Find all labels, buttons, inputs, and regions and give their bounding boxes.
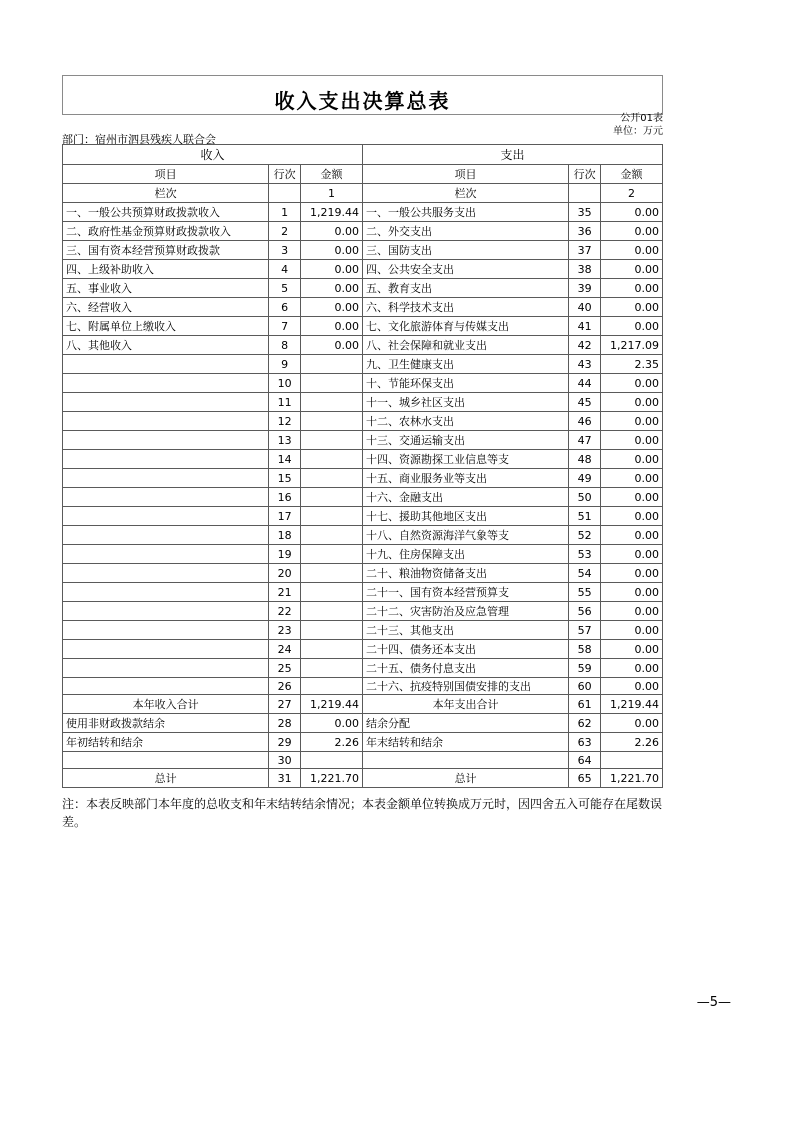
- expenditure-amount-cell: 0.00: [601, 393, 663, 412]
- expenditure-amount-cell: 0.00: [601, 241, 663, 260]
- income-row-cell: 13: [269, 431, 301, 450]
- table-row: [63, 526, 663, 545]
- income-item-cell: [63, 412, 269, 431]
- expenditure-item-cell: 四、公共安全支出: [362, 260, 568, 279]
- expenditure-item-cell: 二十六、抗疫特别国债安排的支出: [362, 678, 568, 695]
- income-row-cell: 11: [269, 393, 301, 412]
- expenditure-item-cell: 五、教育支出: [362, 279, 568, 298]
- expenditure-row-cell: 58: [569, 640, 601, 659]
- expenditure-row-cell: 46: [569, 412, 601, 431]
- income-row-cell: 8: [269, 336, 301, 355]
- summary-expenditure-item-cell: 总计: [362, 769, 568, 788]
- expenditure-item-cell: 二十四、债务还本支出: [362, 640, 568, 659]
- income-amount-cell: [301, 469, 363, 488]
- summary-income-row-cell: 28: [269, 714, 301, 733]
- expenditure-amount-cell: 0.00: [601, 507, 663, 526]
- expenditure-amount-cell: 0.00: [601, 412, 663, 431]
- summary-income-amount-cell: 2.26: [301, 733, 363, 752]
- summary-income-item-cell: 本年收入合计: [63, 695, 269, 714]
- summary-expenditure-row-cell: 62: [569, 714, 601, 733]
- expenditure-item-cell: 二十三、其他支出: [362, 621, 568, 640]
- subheader-income-blank: [269, 184, 301, 203]
- unit-label: 单位：万元: [613, 126, 663, 137]
- expenditure-amount-cell: 0.00: [601, 298, 663, 317]
- summary-expenditure-item-cell: 结余分配: [362, 714, 568, 733]
- table-row: [63, 621, 663, 640]
- expenditure-row-cell: 48: [569, 450, 601, 469]
- income-item-cell: [63, 450, 269, 469]
- income-amount-cell: 0.00: [301, 336, 363, 355]
- table-row: [63, 222, 663, 241]
- table-row: [63, 450, 663, 469]
- expenditure-item-cell: 十九、住房保障支出: [362, 545, 568, 564]
- income-amount-cell: [301, 431, 363, 450]
- expenditure-item-cell: 七、文化旅游体育与传媒支出: [362, 317, 568, 336]
- table-summary-row: [63, 752, 663, 769]
- income-amount-cell: [301, 640, 363, 659]
- page-number: —5—: [696, 995, 731, 1010]
- income-row-cell: 17: [269, 507, 301, 526]
- expenditure-item-cell: 十一、城乡社区支出: [362, 393, 568, 412]
- income-item-cell: [63, 469, 269, 488]
- income-item-cell: 二、政府性基金预算财政拨款收入: [63, 222, 269, 241]
- expenditure-amount-cell: 0.00: [601, 678, 663, 695]
- expenditure-item-cell: 十四、资源勘探工业信息等支: [362, 450, 568, 469]
- expenditure-row-cell: 56: [569, 602, 601, 621]
- income-amount-cell: [301, 678, 363, 695]
- summary-expenditure-amount-cell: 0.00: [601, 714, 663, 733]
- expenditure-row-cell: 37: [569, 241, 601, 260]
- income-amount-cell: [301, 545, 363, 564]
- expenditure-row-cell: 35: [569, 203, 601, 222]
- income-row-cell: 6: [269, 298, 301, 317]
- summary-expenditure-item-cell: 本年支出合计: [362, 695, 568, 714]
- table-summary-row: [63, 695, 663, 714]
- expenditure-amount-cell: 0.00: [601, 203, 663, 222]
- expenditure-item-cell: 十三、交通运输支出: [362, 431, 568, 450]
- expenditure-item-cell: 二十、粮油物资储备支出: [362, 564, 568, 583]
- table-row: [63, 545, 663, 564]
- expenditure-amount-cell: 0.00: [601, 469, 663, 488]
- summary-expenditure-amount-cell: 1,221.70: [601, 769, 663, 788]
- table-row: [63, 241, 663, 260]
- expenditure-amount-cell: 0.00: [601, 222, 663, 241]
- income-row-cell: 1: [269, 203, 301, 222]
- expenditure-item-cell: 二十二、灾害防治及应急管理: [362, 602, 568, 621]
- income-item-cell: [63, 507, 269, 526]
- expenditure-amount-cell: 0.00: [601, 621, 663, 640]
- income-item-cell: [63, 431, 269, 450]
- income-amount-cell: 0.00: [301, 279, 363, 298]
- income-item-cell: [63, 583, 269, 602]
- group-header-income: 收入: [63, 145, 363, 165]
- expenditure-amount-cell: 2.35: [601, 355, 663, 374]
- title-box: [62, 75, 663, 115]
- table-row: [63, 469, 663, 488]
- group-header-expenditure: 支出: [362, 145, 662, 165]
- table-row: [63, 336, 663, 355]
- expenditure-item-cell: 三、国防支出: [362, 241, 568, 260]
- expenditure-item-cell: 十八、自然资源海洋气象等支: [362, 526, 568, 545]
- income-item-cell: 八、其他收入: [63, 336, 269, 355]
- income-amount-cell: [301, 602, 363, 621]
- income-row-cell: 14: [269, 450, 301, 469]
- income-item-cell: [63, 393, 269, 412]
- expenditure-amount-cell: 1,217.09: [601, 336, 663, 355]
- income-amount-cell: [301, 526, 363, 545]
- income-item-cell: [63, 564, 269, 583]
- income-row-cell: 19: [269, 545, 301, 564]
- table-row: [63, 507, 663, 526]
- expenditure-amount-cell: 0.00: [601, 602, 663, 621]
- table-row: [63, 431, 663, 450]
- summary-expenditure-item-cell: [362, 752, 568, 769]
- expenditure-amount-cell: 0.00: [601, 526, 663, 545]
- expenditure-amount-cell: 0.00: [601, 374, 663, 393]
- expenditure-item-cell: 六、科学技术支出: [362, 298, 568, 317]
- summary-income-amount-cell: 1,219.44: [301, 695, 363, 714]
- expenditure-amount-cell: 0.00: [601, 583, 663, 602]
- income-row-cell: 25: [269, 659, 301, 678]
- table-row: [63, 374, 663, 393]
- expenditure-item-cell: 二十五、债务付息支出: [362, 659, 568, 678]
- income-row-cell: 9: [269, 355, 301, 374]
- expenditure-row-cell: 41: [569, 317, 601, 336]
- table-row: [63, 203, 663, 222]
- col-header-income-item: 项目: [63, 165, 269, 184]
- col-header-exp-item: 项目: [362, 165, 568, 184]
- department-line: 部门：宿州市泗县残疾人联合会: [62, 133, 216, 146]
- income-item-cell: 一、一般公共预算财政拨款收入: [63, 203, 269, 222]
- col-header-income-row: 行次: [269, 165, 301, 184]
- expenditure-row-cell: 39: [569, 279, 601, 298]
- col-header-exp-row: 行次: [569, 165, 601, 184]
- income-item-cell: [63, 602, 269, 621]
- expenditure-amount-cell: 0.00: [601, 260, 663, 279]
- table-row: [63, 393, 663, 412]
- income-amount-cell: 0.00: [301, 260, 363, 279]
- summary-income-row-cell: 27: [269, 695, 301, 714]
- income-row-cell: 26: [269, 678, 301, 695]
- income-row-cell: 10: [269, 374, 301, 393]
- income-row-cell: 3: [269, 241, 301, 260]
- summary-expenditure-row-cell: 61: [569, 695, 601, 714]
- expenditure-row-cell: 36: [569, 222, 601, 241]
- income-item-cell: [63, 678, 269, 695]
- income-row-cell: 15: [269, 469, 301, 488]
- form-meta: [613, 112, 663, 138]
- income-item-cell: 六、经营收入: [63, 298, 269, 317]
- income-row-cell: 24: [269, 640, 301, 659]
- income-item-cell: 四、上级补助收入: [63, 260, 269, 279]
- income-item-cell: 五、事业收入: [63, 279, 269, 298]
- expenditure-amount-cell: 0.00: [601, 545, 663, 564]
- income-amount-cell: 0.00: [301, 241, 363, 260]
- table-column-header-row: [63, 165, 663, 184]
- expenditure-row-cell: 53: [569, 545, 601, 564]
- income-amount-cell: [301, 355, 363, 374]
- table-row: [63, 659, 663, 678]
- summary-income-item-cell: 年初结转和结余: [63, 733, 269, 752]
- table-subheader-row: [63, 184, 663, 203]
- income-row-cell: 22: [269, 602, 301, 621]
- table-group-header-row: [63, 145, 663, 165]
- income-amount-cell: 1,219.44: [301, 203, 363, 222]
- summary-income-amount-cell: [301, 752, 363, 769]
- income-item-cell: [63, 374, 269, 393]
- income-row-cell: 18: [269, 526, 301, 545]
- expenditure-row-cell: 38: [569, 260, 601, 279]
- expenditure-row-cell: 49: [569, 469, 601, 488]
- income-item-cell: [63, 640, 269, 659]
- table-summary-row: [63, 769, 663, 788]
- table-row: [63, 602, 663, 621]
- income-amount-cell: [301, 583, 363, 602]
- table-row: [63, 488, 663, 507]
- expenditure-item-cell: 十七、援助其他地区支出: [362, 507, 568, 526]
- income-item-cell: [63, 621, 269, 640]
- form-code: 公开01表: [620, 113, 663, 124]
- expenditure-row-cell: 50: [569, 488, 601, 507]
- income-amount-cell: 0.00: [301, 298, 363, 317]
- col-header-exp-amount: 金额: [601, 165, 663, 184]
- table-row: [63, 564, 663, 583]
- table-row: [63, 279, 663, 298]
- budget-table: [62, 144, 663, 788]
- summary-income-item-cell: 总计: [63, 769, 269, 788]
- expenditure-amount-cell: 0.00: [601, 488, 663, 507]
- summary-expenditure-amount-cell: [601, 752, 663, 769]
- income-amount-cell: [301, 659, 363, 678]
- expenditure-amount-cell: 0.00: [601, 431, 663, 450]
- expenditure-item-cell: 十、节能环保支出: [362, 374, 568, 393]
- expenditure-row-cell: 57: [569, 621, 601, 640]
- income-row-cell: 12: [269, 412, 301, 431]
- table-row: [63, 317, 663, 336]
- expenditure-item-cell: 十六、金融支出: [362, 488, 568, 507]
- expenditure-row-cell: 44: [569, 374, 601, 393]
- expenditure-row-cell: 45: [569, 393, 601, 412]
- income-row-cell: 4: [269, 260, 301, 279]
- income-amount-cell: [301, 564, 363, 583]
- summary-expenditure-item-cell: 年末结转和结余: [362, 733, 568, 752]
- table-summary-row: [63, 733, 663, 752]
- expenditure-row-cell: 42: [569, 336, 601, 355]
- summary-income-row-cell: 29: [269, 733, 301, 752]
- income-item-cell: [63, 488, 269, 507]
- table-row: [63, 678, 663, 695]
- income-row-cell: 23: [269, 621, 301, 640]
- expenditure-item-cell: 一、一般公共服务支出: [362, 203, 568, 222]
- expenditure-row-cell: 51: [569, 507, 601, 526]
- income-amount-cell: [301, 393, 363, 412]
- income-row-cell: 20: [269, 564, 301, 583]
- expenditure-row-cell: 59: [569, 659, 601, 678]
- income-amount-cell: 0.00: [301, 222, 363, 241]
- summary-expenditure-amount-cell: 1,219.44: [601, 695, 663, 714]
- expenditure-amount-cell: 0.00: [601, 659, 663, 678]
- income-item-cell: [63, 659, 269, 678]
- summary-expenditure-row-cell: 63: [569, 733, 601, 752]
- table-note: 注：本表反映部门本年度的总收支和年末结转结余情况；本表金额单位转换成万元时，因四舍五入可能存在尾数误差。: [62, 797, 663, 829]
- summary-expenditure-row-cell: 64: [569, 752, 601, 769]
- summary-income-amount-cell: 0.00: [301, 714, 363, 733]
- income-amount-cell: [301, 374, 363, 393]
- income-row-cell: 21: [269, 583, 301, 602]
- subheader-exp-blank: [569, 184, 601, 203]
- summary-income-row-cell: 30: [269, 752, 301, 769]
- expenditure-amount-cell: 0.00: [601, 279, 663, 298]
- expenditure-row-cell: 54: [569, 564, 601, 583]
- expenditure-row-cell: 43: [569, 355, 601, 374]
- expenditure-item-cell: 十二、农林水支出: [362, 412, 568, 431]
- income-item-cell: [63, 526, 269, 545]
- income-row-cell: 2: [269, 222, 301, 241]
- income-item-cell: [63, 545, 269, 564]
- expenditure-row-cell: 55: [569, 583, 601, 602]
- expenditure-row-cell: 47: [569, 431, 601, 450]
- expenditure-row-cell: 60: [569, 678, 601, 695]
- expenditure-amount-cell: 0.00: [601, 450, 663, 469]
- summary-income-row-cell: 31: [269, 769, 301, 788]
- income-amount-cell: [301, 412, 363, 431]
- subheader-exp-lanci: 栏次: [362, 184, 568, 203]
- expenditure-item-cell: 二十一、国有资本经营预算支: [362, 583, 568, 602]
- income-amount-cell: [301, 507, 363, 526]
- summary-income-amount-cell: 1,221.70: [301, 769, 363, 788]
- summary-expenditure-amount-cell: 2.26: [601, 733, 663, 752]
- table-row: [63, 583, 663, 602]
- table-row: [63, 640, 663, 659]
- expenditure-amount-cell: 0.00: [601, 564, 663, 583]
- expenditure-row-cell: 40: [569, 298, 601, 317]
- expenditure-row-cell: 52: [569, 526, 601, 545]
- table-row: [63, 298, 663, 317]
- income-amount-cell: [301, 488, 363, 507]
- income-item-cell: 三、国有资本经营预算财政拨款: [63, 241, 269, 260]
- income-amount-cell: [301, 450, 363, 469]
- summary-expenditure-row-cell: 65: [569, 769, 601, 788]
- summary-income-item-cell: [63, 752, 269, 769]
- page-title: 收入支出决算总表: [274, 89, 451, 113]
- table-row: [63, 412, 663, 431]
- expenditure-item-cell: 二、外交支出: [362, 222, 568, 241]
- income-amount-cell: [301, 621, 363, 640]
- income-amount-cell: 0.00: [301, 317, 363, 336]
- subheader-income-lanci: 栏次: [63, 184, 269, 203]
- subheader-exp-colnum: 2: [601, 184, 663, 203]
- expenditure-item-cell: 九、卫生健康支出: [362, 355, 568, 374]
- expenditure-item-cell: 八、社会保障和就业支出: [362, 336, 568, 355]
- income-item-cell: [63, 355, 269, 374]
- income-item-cell: 七、附属单位上缴收入: [63, 317, 269, 336]
- income-row-cell: 16: [269, 488, 301, 507]
- col-header-income-amount: 金额: [301, 165, 363, 184]
- expenditure-amount-cell: 0.00: [601, 317, 663, 336]
- summary-income-item-cell: 使用非财政拨款结余: [63, 714, 269, 733]
- income-row-cell: 5: [269, 279, 301, 298]
- income-row-cell: 7: [269, 317, 301, 336]
- expenditure-amount-cell: 0.00: [601, 640, 663, 659]
- table-row: [63, 355, 663, 374]
- table-summary-row: [63, 714, 663, 733]
- expenditure-item-cell: 十五、商业服务业等支出: [362, 469, 568, 488]
- table-row: [63, 260, 663, 279]
- subheader-income-colnum: 1: [301, 184, 363, 203]
